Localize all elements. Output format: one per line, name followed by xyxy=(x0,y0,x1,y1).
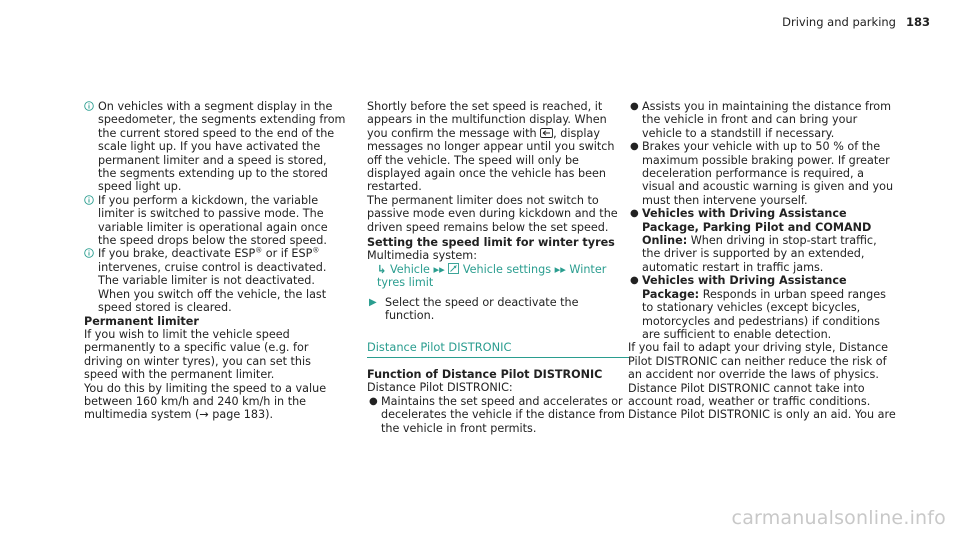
paragraph: If you fail to adapt your driving style, Distance Pilot DISTRONIC can neither reduce the risk of an accident nor override the laws of physics. Distance Pilot DISTRONIC cannot take into account road, weather or traffic conditions. Distance Pilot DISTRONIC is only an aid. You are xyxy=(628,341,896,422)
list-item-text: When driving in stop-start traffic, the driver is supported by an extended, automatic restart in traffic jams. xyxy=(642,234,877,274)
bullet-icon: ● xyxy=(630,101,639,112)
heading-winter-tyres: Setting the speed limit for winter tyres xyxy=(367,236,615,250)
list-item-heading: Vehicles with Driving Assistance Package: xyxy=(642,274,847,301)
column-1 xyxy=(84,100,346,422)
list-item xyxy=(367,395,629,435)
bullet-icon: ● xyxy=(369,395,378,407)
info-note-1 xyxy=(84,100,346,194)
bullet-icon: ● xyxy=(630,208,639,220)
info-note-2 xyxy=(84,194,346,248)
info-icon xyxy=(84,195,94,205)
menu-path-arrow-icon: ↳ xyxy=(377,262,387,276)
note-text: When you switch off the vehicle, the last speed stored is cleared. xyxy=(98,287,327,315)
list-item-text: Assists you in maintaining the distance from the vehicle in front and can bring your vehicle to a standstill if necessary. xyxy=(642,100,892,140)
column-2 xyxy=(367,100,629,435)
note-text: or if ESP xyxy=(262,247,313,261)
menu-path xyxy=(367,263,629,290)
watermark: carmanualsonline.info xyxy=(731,506,946,529)
paragraph xyxy=(367,100,629,194)
vehicle-settings-icon xyxy=(448,263,459,274)
paragraph: If you wish to limit the vehicle speed permanently to a specific value (e.g. for driving on winter tyres), you can set this speed with the permanent limiter. xyxy=(84,327,311,382)
section-title-distronic: Distance Pilot DISTRONIC xyxy=(367,341,629,358)
list-item xyxy=(628,100,898,140)
page-number: 183 xyxy=(905,15,930,29)
registered-mark: ® xyxy=(312,246,320,255)
note-text: If you perform a kickdown, the variable limiter is switched to passive mode. The variable limiter is operational again once the speed drops below the stored speed. xyxy=(98,193,328,248)
header-section: Driving and parking xyxy=(782,15,896,29)
page-reference-link[interactable]: → page 183 xyxy=(199,408,266,422)
paragraph-text: ). xyxy=(265,408,274,422)
list-item-text: Maintains the set speed and accelerates or decelerates the vehicle if the distance from the vehicle in front permits. xyxy=(381,394,625,435)
paragraph: The permanent limiter does not switch to passive mode even during kickdown and the driven speed remains below the set speed. xyxy=(367,193,618,234)
heading-function-distronic: Function of Distance Pilot DISTRONIC xyxy=(367,367,603,381)
list-item-text: Responds in urban speed ranges to stationary vehicles (except bicycles, motorcycles and pedestrians) if conditions are sufficient to enable detection. xyxy=(642,287,886,341)
list-item xyxy=(628,140,898,207)
list-item xyxy=(628,207,898,274)
back-button-icon xyxy=(540,128,553,138)
registered-mark: ® xyxy=(255,246,263,255)
chevron-right-icon: ▸▸ xyxy=(554,262,566,276)
info-note-3 xyxy=(84,247,346,314)
paragraph xyxy=(84,382,346,422)
note-text: On vehicles with a segment display in the speedometer, the segments extending from the current stored speed to the end of the scale light up. If you have activated the permanent limiter and a speed is stored, the segments extending up to the stored speed light up. xyxy=(98,100,346,194)
menu-path-vehicle-settings[interactable]: Vehicle settings xyxy=(462,262,552,276)
bullet-icon: ● xyxy=(630,141,639,153)
info-icon xyxy=(84,101,94,111)
list-item xyxy=(628,274,898,341)
bullet-icon: ● xyxy=(630,275,639,287)
list-item-heading: Vehicles with Driving Assistance Package, Parking Pilot and COMAND Online: xyxy=(642,207,872,248)
column-3 xyxy=(628,100,898,422)
chevron-right-icon: ▸▸ xyxy=(433,262,445,276)
menu-path-vehicle[interactable]: Vehicle xyxy=(389,262,430,276)
paragraph-text: You do this by limiting the speed to a value between 160 km/h and 240 km/h in the multimedia system ( xyxy=(84,381,327,422)
info-icon xyxy=(84,248,94,258)
heading-permanent-limiter: Permanent limiter xyxy=(84,314,199,328)
intro-text: Distance Pilot DISTRONIC: xyxy=(367,381,513,395)
paragraph-text: Shortly before the set speed is reached, it appears in the multifunction display. When you confirm the message with xyxy=(367,100,607,140)
menu-path-winter-tyres-limit[interactable]: Winter tyres limit xyxy=(377,262,607,290)
page-header xyxy=(782,16,930,29)
list-item-text: Brakes your vehicle with up to 50 % of the maximum possible braking power. If greater deceleration performance is required, a visual and acoustic warning is given and you must then intervene yourself. xyxy=(642,140,894,207)
paragraph-text: , display messages no longer appear until you switch off the vehicle. The speed will only be displayed again once the vehicle has been restarted. xyxy=(367,126,615,194)
system-label: Multimedia system: xyxy=(367,249,477,263)
note-text: intervenes, cruise control is deactivated. The variable limiter is not deactivated. xyxy=(98,260,327,288)
note-text: If you brake, deactivate ESP xyxy=(98,247,256,261)
step-arrow-icon: ▶ xyxy=(369,296,377,308)
step-text: Select the speed or deactivate the function. xyxy=(385,295,579,323)
instruction-step xyxy=(367,296,629,323)
